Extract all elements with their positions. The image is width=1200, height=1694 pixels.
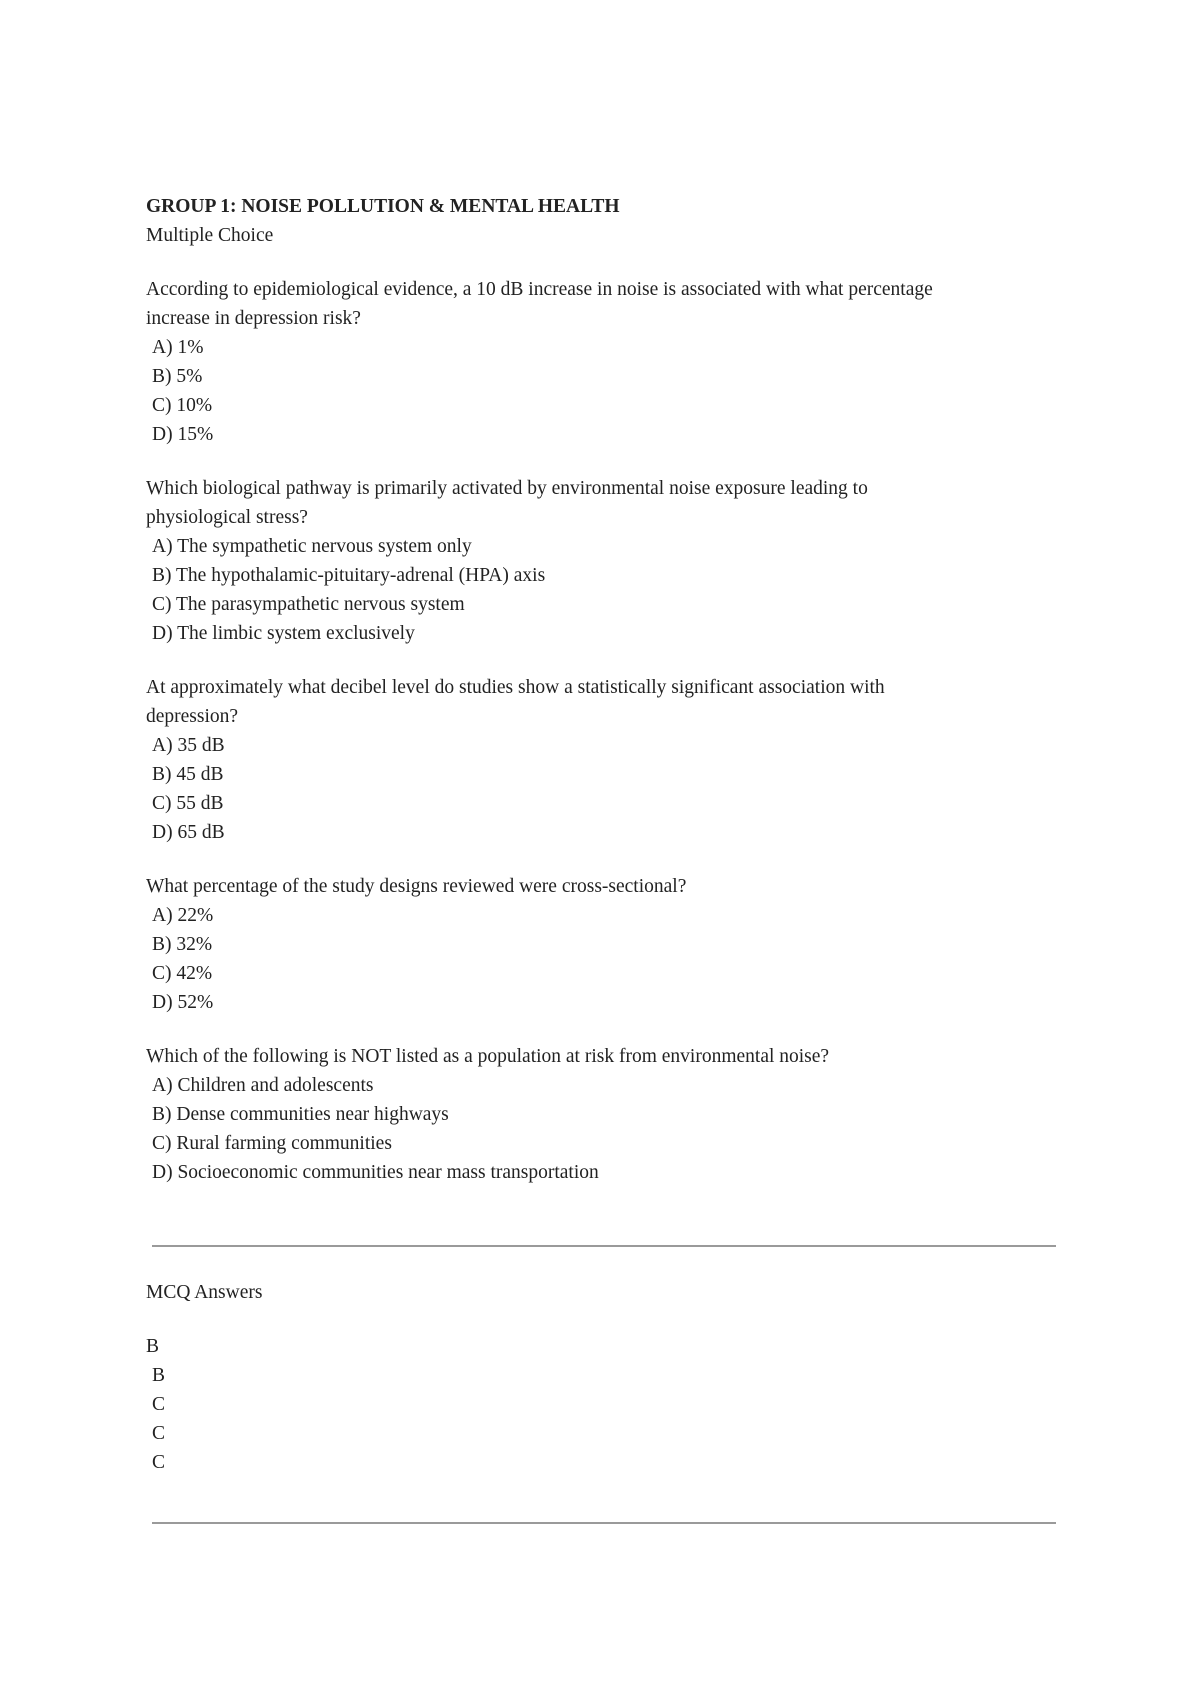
answer-option-a: A) 22% — [152, 905, 214, 926]
answer-option-a: A) 35 dB — [152, 735, 225, 756]
horizontal-divider — [152, 1245, 1056, 1247]
answer-option-b: B) 32% — [152, 934, 213, 955]
answer-option-a: A) Children and adolescents — [152, 1075, 374, 1096]
question-stem-line: What percentage of the study designs reviewed were cross-sectional? — [146, 876, 687, 897]
answer-option-d: D) 65 dB — [152, 822, 225, 843]
question-5 — [146, 1042, 1066, 1187]
horizontal-divider — [152, 1522, 1056, 1524]
answer-option-d: D) 15% — [152, 424, 214, 445]
answer-option-c: C) 10% — [152, 395, 213, 416]
question-stem-line: At approximately what decibel level do studies show a statistically significant association with — [146, 677, 885, 698]
answer-option-c: C) Rural farming communities — [152, 1133, 392, 1154]
question-stem-line: depression? — [146, 706, 239, 727]
question-stem-line: According to epidemiological evidence, a 10 dB increase in noise is associated with what percentage — [146, 279, 933, 300]
section-subtitle: Multiple Choice — [146, 225, 274, 246]
answer-option-c: C) 42% — [152, 963, 213, 984]
answer-option-d: D) Socioeconomic communities near mass transportation — [152, 1162, 599, 1183]
question-stem-line: physiological stress? — [146, 507, 308, 528]
answer-key-item: C — [152, 1452, 166, 1473]
answer-option-c: C) The parasympathetic nervous system — [152, 594, 465, 615]
quiz-content — [146, 192, 1066, 1212]
answer-key-item: C — [152, 1394, 166, 1415]
question-stem-line: Which of the following is NOT listed as a population at risk from environmental noise? — [146, 1046, 830, 1067]
answer-key-item: B — [146, 1336, 160, 1357]
answer-option-b: B) 5% — [152, 366, 203, 387]
answer-option-d: D) 52% — [152, 992, 214, 1013]
question-4 — [146, 872, 1066, 1017]
question-stem-line: Which biological pathway is primarily activated by environmental noise exposure leading to — [146, 478, 868, 499]
answer-option-d: D) The limbic system exclusively — [152, 623, 415, 644]
answer-option-a: A) The sympathetic nervous system only — [152, 536, 472, 557]
answer-option-b: B) The hypothalamic-pituitary-adrenal (HPA) axis — [152, 565, 546, 586]
answer-option-a: A) 1% — [152, 337, 204, 358]
answer-key — [146, 1278, 1066, 1477]
answer-key-item: B — [152, 1365, 166, 1386]
question-1 — [146, 275, 1066, 449]
question-2 — [146, 474, 1066, 648]
answer-option-b: B) 45 dB — [152, 764, 224, 785]
question-3 — [146, 673, 1066, 847]
question-stem-line: increase in depression risk? — [146, 308, 361, 329]
answer-key-title: MCQ Answers — [146, 1282, 263, 1303]
answer-option-c: C) 55 dB — [152, 793, 224, 814]
answer-option-b: B) Dense communities near highways — [152, 1104, 449, 1125]
answer-key-item: C — [152, 1423, 166, 1444]
document-title: GROUP 1: NOISE POLLUTION & MENTAL HEALTH — [146, 196, 620, 217]
